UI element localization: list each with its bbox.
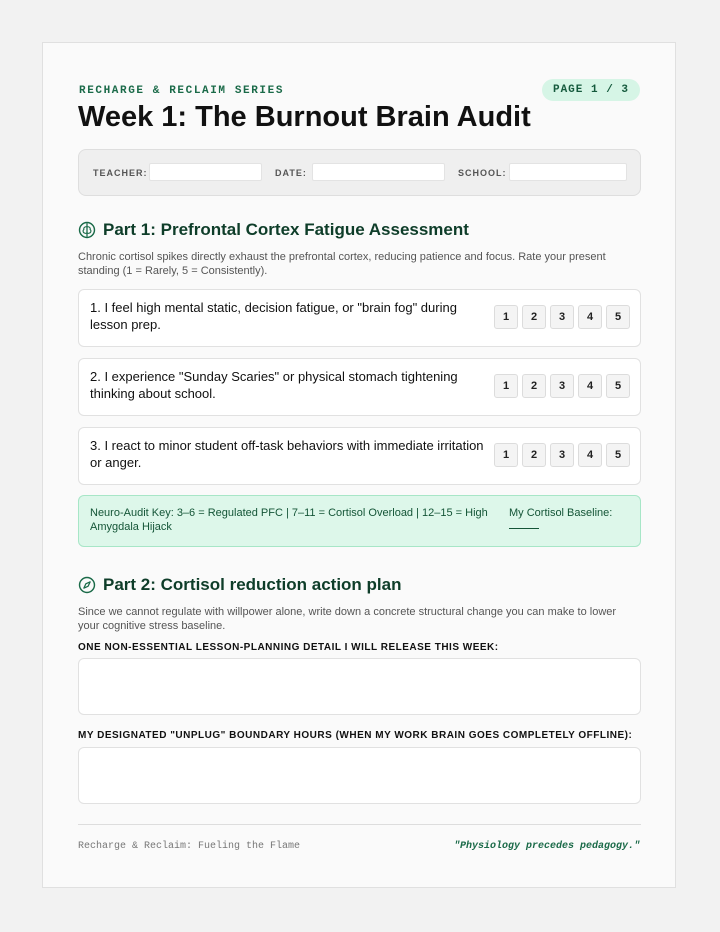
series-label: RECHARGE & RECLAIM SERIES	[79, 85, 285, 97]
unplug-hours-label: MY DESIGNATED "UNPLUG" BOUNDARY HOURS (WHEN MY WORK BRAIN GOES COMPLETELY OFFLINE):	[78, 730, 633, 741]
rating-option-4[interactable]: 4	[578, 443, 602, 467]
part2-title: Part 2: Cortisol reduction action plan	[103, 575, 402, 594]
rating-option-4[interactable]: 4	[578, 305, 602, 329]
question-card	[78, 358, 641, 416]
rating-option-3[interactable]: 3	[550, 374, 574, 398]
rating-option-3[interactable]: 3	[550, 305, 574, 329]
baseline-label: My Cortisol Baseline:	[509, 507, 613, 519]
footer-series: Recharge & Reclaim: Fueling the Flame	[78, 841, 301, 852]
meta-info-box	[78, 149, 641, 196]
question-card	[78, 427, 641, 485]
brain-icon	[78, 221, 96, 239]
question-text: 1. I feel high mental static, decision fatigue, or "brain fog" during lesson prep.	[90, 300, 457, 332]
release-detail-input[interactable]	[78, 658, 641, 715]
unplug-hours-input[interactable]	[78, 747, 641, 804]
rating-option-1[interactable]: 1	[494, 443, 518, 467]
rating-option-2[interactable]: 2	[522, 305, 546, 329]
footer-quote: "Physiology precedes pedagogy."	[453, 841, 640, 852]
rating-option-1[interactable]: 1	[494, 305, 518, 329]
rating-option-4[interactable]: 4	[578, 374, 602, 398]
school-input[interactable]	[509, 163, 627, 181]
rating-option-5[interactable]: 5	[606, 305, 630, 329]
part2-header	[78, 575, 401, 595]
question-text: 2. I experience "Sunday Scaries" or physical stomach tightening thinking about school.	[90, 369, 458, 401]
compass-icon	[78, 576, 96, 594]
page-badge: PAGE 1 / 3	[542, 79, 640, 101]
cortisol-baseline	[509, 506, 612, 529]
part1-title: Part 1: Prefrontal Cortex Fatigue Assessment	[103, 220, 469, 239]
school-label: SCHOOL:	[458, 168, 507, 178]
question-text: 3. I react to minor student off-task behaviors with immediate irritation or anger.	[90, 438, 484, 470]
rating-option-3[interactable]: 3	[550, 443, 574, 467]
teacher-input[interactable]	[149, 163, 262, 181]
rating-option-5[interactable]: 5	[606, 443, 630, 467]
rating-scale	[490, 305, 630, 329]
rating-option-5[interactable]: 5	[606, 374, 630, 398]
question-card	[78, 289, 641, 347]
rating-scale	[490, 374, 630, 398]
part1-description: Chronic cortisol spikes directly exhaust the prefrontal cortex, reducing patience and focus. Rate your present standing (1 = Rarely, 5 = Consistently).	[78, 251, 606, 277]
release-detail-label: ONE NON-ESSENTIAL LESSON-PLANNING DETAIL I WILL RELEASE THIS WEEK:	[78, 642, 499, 653]
rating-option-2[interactable]: 2	[522, 443, 546, 467]
worksheet-page	[42, 42, 676, 888]
rating-scale	[490, 443, 630, 467]
date-input[interactable]	[312, 163, 445, 181]
page-title: Week 1: The Burnout Brain Audit	[78, 101, 531, 133]
audit-key-text: Neuro-Audit Key: 3–6 = Regulated PFC | 7–11 = Cortisol Overload | 12–15 = High Amygdala Hijack	[90, 507, 488, 533]
neuro-audit-key	[78, 495, 641, 547]
footer-divider	[78, 824, 641, 825]
part2-description: Since we cannot regulate with willpower alone, write down a concrete structural change you can make to lower your cognitive stress baseline.	[78, 606, 617, 632]
rating-option-2[interactable]: 2	[522, 374, 546, 398]
rating-option-1[interactable]: 1	[494, 374, 518, 398]
teacher-label: TEACHER:	[93, 168, 148, 178]
date-label: DATE:	[275, 168, 307, 178]
baseline-blank[interactable]	[509, 528, 539, 529]
part1-header	[78, 220, 469, 240]
